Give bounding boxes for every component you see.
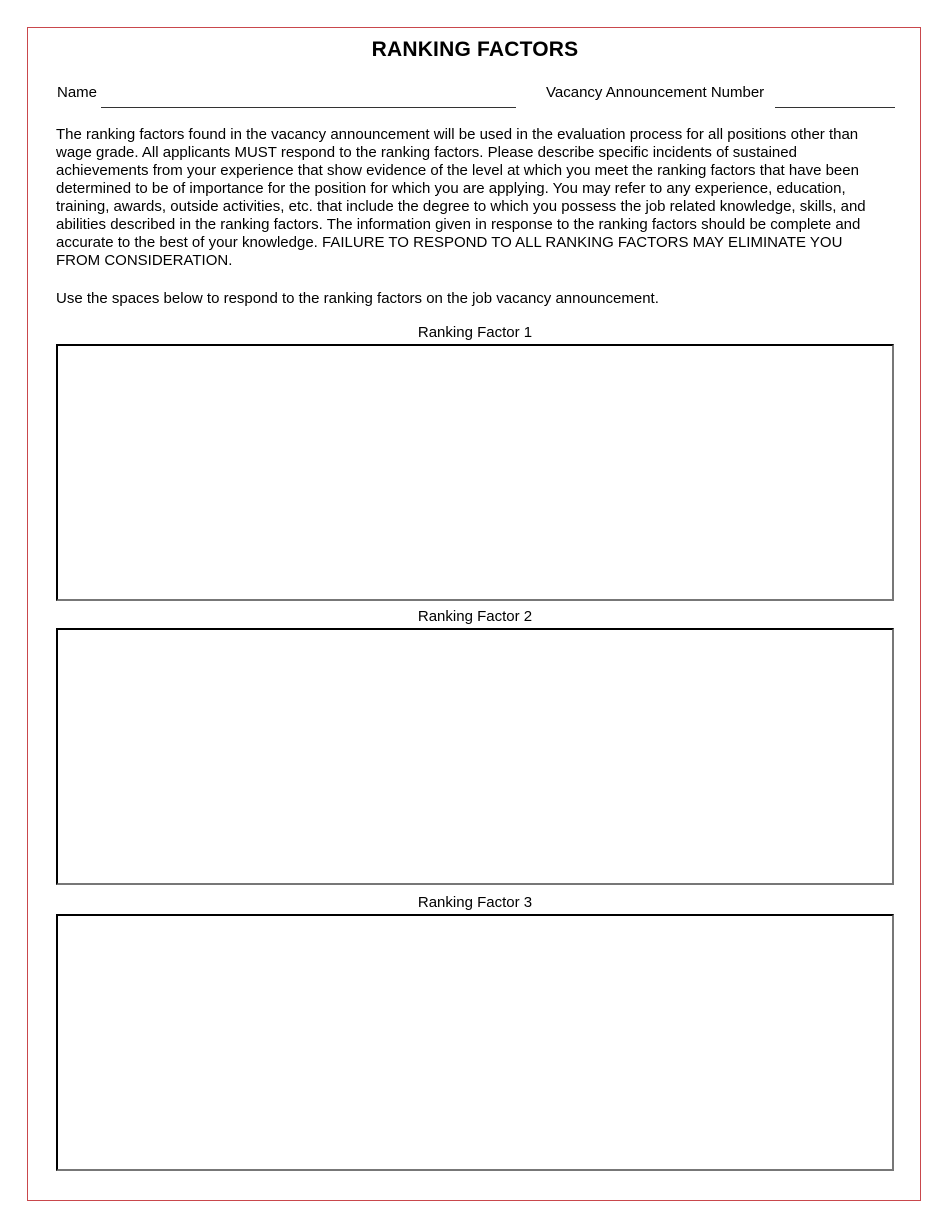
vacancy-announcement-number-field[interactable] — [775, 84, 895, 108]
ranking-factor-3-label: Ranking Factor 3 — [417, 894, 533, 911]
ranking-factor-3-field[interactable] — [56, 914, 894, 1171]
ranking-factor-1-label: Ranking Factor 1 — [417, 324, 533, 341]
ranking-factor-2-label: Ranking Factor 2 — [417, 608, 533, 625]
ranking-factor-1-field[interactable] — [56, 344, 894, 601]
name-label: Name — [57, 84, 98, 101]
name-field[interactable] — [101, 84, 516, 108]
vacancy-announcement-number-label: Vacancy Announcement Number — [546, 84, 765, 101]
ranking-factor-2-field[interactable] — [56, 628, 894, 885]
page-title: RANKING FACTORS — [371, 38, 579, 61]
instructions-paragraph: The ranking factors found in the vacancy announcement will be used in the evaluation process for all positions other than wage grade. All applicants MUST respond to the ranking factors. Please describe specific incidents of sustained achievements from your experience that show evidence of the level at which you meet the ranking factors that have been determined to be of importance for the position for which you are applying. You may refer to any experience, education, training, awards, outside activities, etc. that include the degree to which you possess the job related knowledge, skills, and abilities described in the ranking factors. The information given in response to the ranking factors should be complete and accurate to the best of your knowledge. FAILURE TO RESPOND TO ALL RANKING FACTORS MAY ELIMINATE YOU FROM CONSIDERATION. — [56, 126, 866, 269]
instructions-use-spaces: Use the spaces below to respond to the ranking factors on the job vacancy announcement. — [56, 290, 659, 307]
